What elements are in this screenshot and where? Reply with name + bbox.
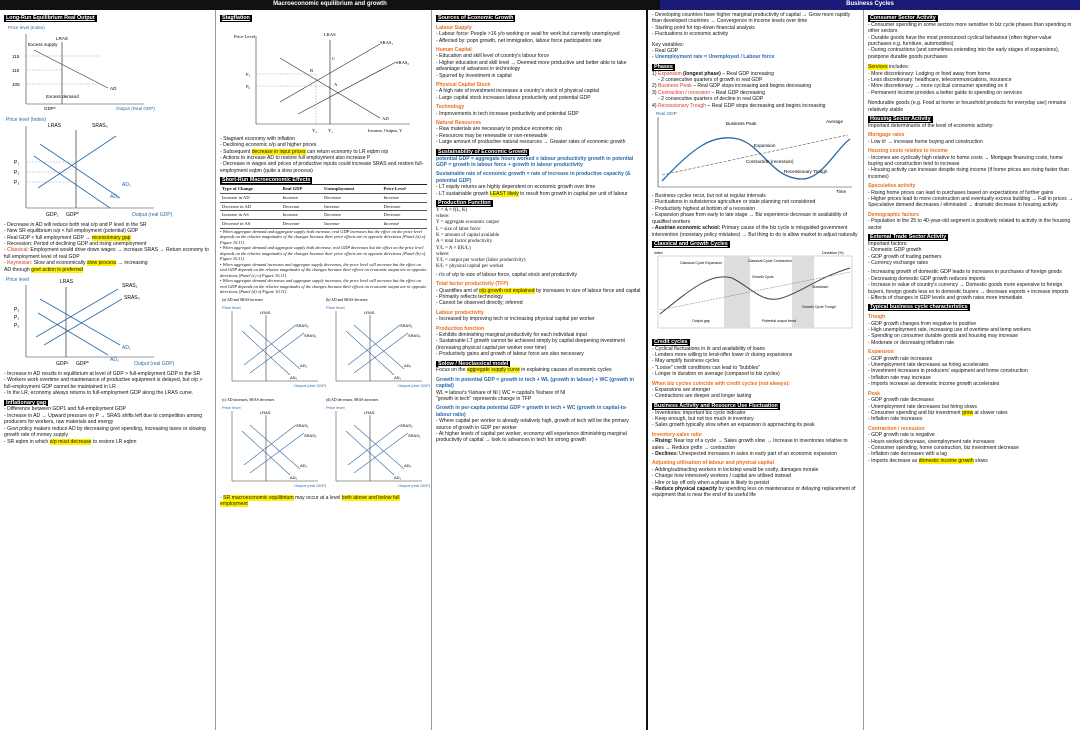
- text-line: - Incomes are cyclically high relative to home costs → Mortgage financing costs, home buying and construction tend to increase: [868, 154, 1063, 167]
- text-line: - Actions to increase AD to restore full employment also increase P: [220, 155, 371, 162]
- section-title: Business Activity and Resource Use Fluctuation: [654, 402, 778, 409]
- formula: Sustainable rate of economic growth = rate of increase in productive capacity (& potential GDP): [436, 171, 631, 184]
- section-title: Credit cycles: [654, 338, 688, 345]
- sras-label: SRAS₀: [396, 59, 410, 65]
- text-line: - Increase in value of country's currency → Domestic goods more expensive to foreign buyers, foreign goods less ex to domestic buyers → decrease exports + increase imports: [868, 282, 1069, 295]
- axis-label: Income, Output, Y: [368, 127, 403, 133]
- ad-label: AD₁: [122, 345, 131, 352]
- chart-annotation: Growth Cycle Trough: [802, 304, 836, 309]
- section-title: Housing Sector Activity: [870, 116, 931, 123]
- text-line: - GDP growth rate increases: [868, 355, 933, 362]
- sras-label: SRAS₁: [400, 322, 413, 328]
- text-line: - Sustainable LT growth cannot be achieved simply by capital deepening investment (increasing physical capital per worker over time): [436, 338, 625, 351]
- section-title: Sustainability of Economic Growth: [438, 148, 528, 155]
- phase-item: 4) Recessionary Trough – Real GDP stops decreasing and begins increasing: [652, 102, 826, 109]
- subheading: When biz cycles coincide with credit cycles (not always):: [652, 380, 790, 387]
- text-line: - r/s of o/p to size of labour force, capital stock and productivity: [436, 271, 577, 278]
- formula: potential GDP = aggregate hours worked x labour productivity growth in potential GDP = growth in labour force + growth in labour productivity: [436, 155, 634, 168]
- lras-label: LRAS: [260, 409, 271, 415]
- point-label: A: [334, 81, 338, 87]
- text-line: - Decrease in AD will reduce both real o/p and P level in the SR: [4, 221, 147, 228]
- text-line: - Real GDP: [652, 48, 679, 55]
- axis-label: Price level (Index): [8, 24, 45, 30]
- header-left: Macroeconomic equilibrium and growth: [0, 0, 660, 10]
- text-line: K = amount of capital available: [436, 232, 500, 238]
- subheading: Trough: [868, 314, 886, 321]
- section-title: Production Function: [438, 199, 491, 206]
- axis-label: Output (real GDP): [132, 211, 173, 218]
- sras-label: SRAS₀: [400, 422, 413, 428]
- text-line: Y = aggregate economic output: [436, 220, 499, 226]
- text-line: - Lenders more willing to lend-offer lower i/r during expansions: [652, 351, 793, 358]
- text-line: - Keynesian: Slow and economically slow process → increasing: [4, 260, 148, 267]
- axis-label: Price Level: [234, 33, 256, 39]
- excess-demand-label: Excess demand: [46, 93, 79, 99]
- text-line: - Decrease in wages and prices of productive inputs could increase SRAS and restore full-employment eqbm (quite a slow process): [220, 161, 424, 174]
- sras-label: SRAS₀: [92, 122, 108, 129]
- text-line: - Permanent income provides a better guide to spending on services: [868, 89, 1023, 96]
- subheading: Housing costs relative to income: [868, 148, 948, 155]
- subheading: Peak: [868, 390, 880, 397]
- text-line: Important determinants of the level of economic activity:: [868, 122, 994, 129]
- text-line: - Hire or lay off only when a phase is likely to persist: [652, 479, 770, 486]
- column-4: [648, 10, 864, 730]
- panel-caption: (a) AD and SRAS increase: [222, 297, 263, 302]
- panel-a: [222, 298, 327, 388]
- ad-label: AD₀: [290, 374, 298, 380]
- sras-label: SRAS₁: [304, 332, 317, 338]
- text-line: - Reduce physical capacity by spending less on maintenance or delaying replacement of equipment that is near the end of its useful life: [652, 486, 856, 499]
- equation: Y = A × f(L, K): [436, 207, 468, 213]
- text-line: - Unemployment rate decreases but hiring slows: [868, 403, 977, 410]
- ad0-label: AD₀: [122, 181, 132, 188]
- formula: Growth in potential GDP = growth in tech + WL (growth in labour) + WC (growth in capital): [436, 376, 635, 390]
- subheading: Technology: [436, 104, 465, 111]
- section-title: Solow / Neoclassical model: [438, 360, 509, 367]
- text-line: - Higher prices lead to more construction and eventually excess building → Fall in prices → Speculative demand decreases / eliminated → dramatic decrease in housing activity: [868, 195, 1074, 209]
- text-line: - Consumer spending, home construction, biz investment decrease: [868, 444, 1019, 451]
- p-label: P₁: [14, 159, 20, 166]
- text-line: - Consumer spending in some sectors more sensitive to biz cycle phases than spending in other sectors: [868, 21, 1072, 35]
- section-title: Typical business cycle characteristics: [870, 304, 968, 311]
- ad-label: AD₁: [300, 462, 307, 468]
- p-label: P₀: [14, 323, 20, 330]
- text-line: - Recession: Period of declining GDP and rising unemployment: [4, 241, 147, 248]
- axis-label: Price level: [326, 404, 345, 410]
- chart-annotation: Potential output trend: [762, 318, 797, 323]
- text-line: - Population in the 25 to 40-year-old segment is positively related to activity in the housing sector: [868, 218, 1071, 231]
- text-line: - Durable goods have the most pronounced cyclical behaviour (often higher-value purchases e.g. furniture, automobiles): [868, 34, 1052, 48]
- section-title: Classical and Growth Cycles: [654, 240, 728, 247]
- list-item: • When aggregate demand and aggregate supply both increase, real GDP increases but the effect on the price level depends on the relative magnitudes of the changes because their price effects are in opposite directions [Panel (a) of Figure 10.11].: [220, 228, 426, 245]
- subheading: Natural Resources: [436, 120, 482, 127]
- ad-label: AD₀: [404, 362, 412, 368]
- text-line: - Business cycles recur, but not at regular intervals: [652, 193, 766, 200]
- text-line: - Stagnant economy with inflation: [220, 135, 296, 142]
- text-line: - 2 consecutive quarters of decline in real GDP: [658, 96, 764, 103]
- text-line: - Low i/r → increase home buying and construction: [868, 138, 983, 145]
- text-line: - Developing countries have higher marginal productivity of capital → Grow more rapidly than developed countries → Convergence in income levels over time: [652, 12, 851, 25]
- production-function: [436, 208, 642, 271]
- subheading: Physical Capital Stock: [436, 82, 491, 89]
- trough-label: Recessionary Trough: [784, 169, 828, 175]
- panel-caption: (b) AD and SRAS decrease: [326, 297, 368, 302]
- text-line: - May amplify business cycles: [652, 358, 720, 365]
- chart-annotation: Output gap: [692, 318, 710, 323]
- text-line: - Less discretionary: healthcare, telecommunications, insurance: [868, 77, 1012, 84]
- text-line: - Rising: Near top of a cycle → Sales growth slow → Increase in inventories relative to sales → Reduce prdtn → contraction: [652, 438, 848, 451]
- text-line: - Raw materials are necessary to produce economic o/p: [436, 126, 562, 133]
- subheading: Contraction / recession: [868, 425, 925, 432]
- table-row: Increase in AD Increase Decrease Increase: [220, 193, 427, 202]
- equation: Y/L = A × f(K/L): [436, 245, 471, 251]
- list-item: • When aggregate demand and aggregate supply both decrease, real GDP decreases but the effect on the price level depends on the relative magnitudes of the changes because their price effects are in opposite directions [Panel (b) of Figure 10.11].: [220, 245, 426, 262]
- table-row: Increase in AS Increase Decrease Decrease: [220, 211, 427, 220]
- subheading: Demographic factors: [868, 211, 919, 218]
- text-line: - Higher education and skill level → Deemed more productive and better able to take advantage of advances in technology: [436, 59, 627, 73]
- text-line: - Improvements in tech increase productivity and potential GDP: [436, 110, 579, 117]
- y-label: Y₂: [312, 127, 317, 133]
- text-line: - Longer in duration on average (compared to biz cycles): [652, 371, 780, 378]
- text-line: - Increase in AD results in equilibrium at level of GDP > full-employment GDP in the SR: [4, 371, 201, 378]
- chart-annotation: Classical Cycle Expansion: [680, 260, 723, 265]
- text-line: Important factors:: [868, 240, 908, 247]
- text-line: - 2 consecutive quarters of growth in real GDP: [658, 77, 763, 84]
- p-label: P₁: [246, 71, 251, 77]
- lras-label: LRAS: [364, 409, 375, 415]
- expansion-label: Expansion: [754, 143, 776, 149]
- column-2: [216, 10, 432, 730]
- section-title: Sources of Economic Growth: [438, 15, 514, 21]
- text-line: - Labour force: People >16 y/o working or avail for work but currently unemployed: [436, 31, 620, 38]
- contraction-label: Contraction (recession): [746, 159, 794, 165]
- text-line: Focus on the aggregate supply curve in explaining causes of economic cycles: [436, 367, 612, 374]
- text-line: - Spurred by investment in capital: [436, 72, 512, 79]
- axis-label: Price level: [222, 404, 241, 410]
- text-line: L = size of labor force: [436, 226, 481, 232]
- text-line: - Expansions are stronger: [652, 386, 711, 393]
- text-line: - At higher levels of capital per worker, economy will experience diminishing marginal productivity of capital → look to advances in tech for strong growth: [436, 431, 627, 444]
- sras-label: SRAS₀: [408, 332, 421, 338]
- text-line: - Increase in AD → Upward pressure on P → SRAS shifts left due to competition among producers for workers, raw materials and energy: [4, 412, 203, 426]
- lras-label: LRAS: [60, 279, 74, 286]
- sras-label: SRAS₁: [380, 39, 394, 45]
- text-line: - Productivity gains and growth of labour force are also necessary: [436, 351, 584, 358]
- text-line: - Sales growth typically slow when an expansion is approaching its peak: [652, 422, 815, 429]
- panel-b: [326, 298, 431, 388]
- text-line: - GDP growth rate is negative: [868, 432, 935, 439]
- text-line: AD through govt action is preferred: [4, 266, 84, 273]
- ad-label: AD₁: [300, 362, 307, 368]
- axis-label: Output (real GDP): [134, 361, 175, 368]
- text-line: Y/L = output per worker (labor productivity): [436, 258, 526, 264]
- axis-label: Price level: [326, 304, 345, 310]
- excess-supply-label: Excess supply: [28, 41, 58, 47]
- text-line: - Decreasing domestic GDP growth reduces imports: [868, 275, 986, 282]
- text-line: - Increasing growth of domestic GDP leads to increases in purchases of foreign goods: [868, 269, 1062, 276]
- text-line: - Contractions are deeper and longer lasting: [652, 393, 752, 400]
- panel-caption: (c) AD increases, SRAS decreases: [222, 397, 275, 402]
- ad-label: AD: [110, 85, 117, 91]
- text-line: where:: [436, 251, 450, 257]
- axis-label: Real GDP: [656, 111, 677, 117]
- list-item: • When aggregate demand decreases and aggregate supply increases, the price level will increase but the effect on real GDP depends on the relative magnitudes of the changes because their effects on economic output are in opposite directions [Panel (d) of Figure 10.11].: [220, 278, 427, 295]
- sras-label: SRAS₁: [122, 283, 138, 290]
- classical-growth-cycle-graph: [652, 248, 858, 336]
- text-line: Nondurable goods (e.g. Food at home or household products for everyday use) remains relatively stable: [868, 100, 1067, 113]
- text-line: - Declines: Unexpected increases in sales in early part of an economic expansion: [652, 451, 837, 457]
- point-label: B: [310, 67, 314, 73]
- sras-label: SRAS₀: [296, 322, 309, 328]
- tick-label: 105: [12, 81, 20, 87]
- ad-decrease-graph: [4, 114, 210, 222]
- section-title: External Trade Sector Activity: [870, 233, 947, 240]
- ad-label: AD₀: [110, 357, 120, 364]
- text-line: - More discretionary → more cyclical consumer spending on it: [868, 83, 1008, 90]
- chart-annotation: Growth Cycle: [752, 274, 774, 279]
- subheading: Production function: [436, 325, 485, 332]
- lras-label: LRAS: [324, 31, 336, 37]
- peak-label: Business Peak: [726, 121, 757, 127]
- four-panel-graphs: [220, 295, 431, 495]
- text-line: - Imports decrease as domestic income growth slows: [868, 457, 988, 464]
- phase-item: 2) Business Peak – Real GDP stops increasing and begins decreasing: [652, 83, 812, 90]
- lras-label: LRAS: [364, 309, 375, 315]
- text-line: - Austrian economic school: Primary cause of the biz cycle is misguided government intervention (monetary policy mistakes) → But thing to do is allow market to adjust naturally: [652, 225, 858, 238]
- text-line: - More discretionary: Lodging or food away from home: [868, 70, 991, 77]
- sras-label: SRAS₀: [124, 295, 140, 302]
- text-line: - Exhibits diminishing marginal productivity for each individual input: [436, 331, 587, 338]
- text-line: - Consumer spending and biz investment grow at slower rates: [868, 409, 1008, 416]
- sr-effects-table: Type of Change Real GDP Unemployment Price Level Increase in AD Increase Decrease Increase Decrease in AD Decrease Increase Decrease Increase in AS Increase Decrease Decrease Decrease in AS Decrease Increase Increase: [220, 184, 427, 229]
- text-line: - In the LR, economy always returns to full-employment GDP along the LRAS curve.: [4, 390, 194, 397]
- sras-label: SRAS₀: [304, 432, 317, 438]
- text-line: - Hours worked decrease, unemployment rate increases: [868, 438, 995, 445]
- formula: Growth in per-capita potential GDP = growth in tech + WC (growth in capital-to-labour ratio): [436, 405, 628, 418]
- p-label: P₂: [14, 307, 20, 314]
- panel-d: [326, 398, 431, 488]
- text-line: - Productivity highest at bottom of a recession: [652, 205, 756, 212]
- phase-item: 1) Expansion (longest phase) – Real GDP increasing: [652, 70, 774, 77]
- text-line: - SR eqbm in which o/p must decrease to restore LR eqbm: [4, 438, 137, 445]
- text-line: - New SR equilibrium o/p < full employment (potential) GDP: [4, 228, 139, 235]
- lras-label: LRAS: [260, 309, 271, 315]
- text-line: - Govt policy makers reduce AD by decreasing govt spending, increasing taxes or slowing growth rate of money supply: [4, 425, 206, 439]
- gdp-label: GDP*: [44, 105, 56, 111]
- text-line: - Effects of changes in GDP levels and growth rates more immediate: [868, 295, 1023, 302]
- text-line: - Quantifies amt of o/p growth not explained by increases in size of labour force and capital: [436, 287, 641, 294]
- text-line: - Currency exchange rates: [868, 259, 929, 266]
- subheading: Speculative activity: [868, 183, 916, 190]
- gdp-label: GDP*: [76, 361, 89, 368]
- business-cycle-graph: [652, 109, 858, 193]
- section-title: Short-Run Macroeconomic Effects: [222, 177, 311, 184]
- formula: - Unemployment rate = Unemployed / Labour force: [652, 54, 775, 61]
- text-line: A = total factor productivity: [436, 239, 493, 245]
- ad-label: AD₀: [290, 474, 298, 480]
- lras-label: LRAS: [48, 122, 62, 129]
- text-line: - Housing activity can increase despite rising income (if home prices are rising faster than incomes): [868, 167, 1070, 180]
- text-line: - Cyclical fluctuations in i/r and availability of loans: [652, 345, 765, 352]
- sras-label: SRAS₁: [296, 422, 309, 428]
- subheading: Human Capital: [436, 47, 472, 54]
- text-line: Key variables:: [652, 41, 684, 48]
- text-line: Services includes:: [868, 64, 910, 71]
- text-line: - A high rate of investment increases a country's stock of physical capital: [436, 88, 599, 95]
- text-line: - Difference between GDP1 and full-employment GDP: [4, 406, 126, 413]
- text-line: - Cannot be observed directly; inferred: [436, 300, 523, 307]
- lras-label: LRAS: [56, 35, 69, 41]
- ad-label: AD₀: [404, 462, 412, 468]
- text-line: - Inflation rate increases: [868, 416, 923, 423]
- text-line: - High unemployment rate, increasing use of overtime and temp workers: [868, 327, 1031, 334]
- text-line: - "Loose" credit conditions can lead to "bubbles": [652, 364, 761, 371]
- text-line: - Primarily reflects technology: [436, 293, 503, 300]
- gdp-label: GDP*: [66, 211, 79, 218]
- axis-label: Output (real GDP): [294, 382, 327, 388]
- panel-c: [222, 398, 327, 488]
- text-line: - Inflation rate decreases with a lag: [868, 451, 947, 458]
- gdp-label: GDP₁: [46, 211, 59, 218]
- text-line: - Unemployment rate decreases as hiring accelerates: [868, 362, 989, 369]
- panel-caption: (d) AD decreases, SRAS increases: [326, 397, 379, 402]
- axis-label: Price level: [222, 304, 241, 310]
- text-line: - LT equity returns are highly dependent on economic growth over time: [436, 184, 596, 191]
- chart-annotation: Slowdown: [812, 284, 829, 289]
- text-line: - Resources may be renewable or non-renewable: [436, 132, 548, 139]
- text-line: - Moderate or decreasing inflation rate: [868, 339, 955, 346]
- subheading: Labour productivity: [436, 309, 484, 316]
- axis-label: Price level: [6, 277, 30, 284]
- header-bar: [0, 0, 1080, 10]
- tick-label: 110: [12, 67, 20, 73]
- p-label: P₃: [14, 179, 20, 186]
- section-title: Consumer Sector Activity: [870, 15, 936, 21]
- tick-label: 115: [12, 53, 20, 59]
- text-line: - Expansion phase from early to late stage → Biz experience decrease in availability of qualified workers: [652, 212, 848, 225]
- axis-label: Price level (Index): [6, 116, 47, 123]
- axis-label: Deviation (%): [822, 250, 844, 255]
- text-line: - Workers work overtime and maintenance of productive equipment is delayed, but o/p > full-employment GDP cannot be maintained in LR: [4, 377, 203, 390]
- highlight: recessionary gap: [91, 234, 131, 241]
- ad-label: AD₁: [394, 374, 401, 380]
- axis-label: Index: [654, 250, 663, 255]
- phase-item: 3) Contraction / recession – Real GDP decreasing: [652, 89, 765, 96]
- text-line: - Where capital per worker is already relatively high, growth of tech will be the primary source of growth in GDP per worker: [436, 418, 629, 431]
- subheading: Inventory-sales ratio: [652, 431, 702, 438]
- bullet-list: [220, 229, 427, 295]
- ad-label: AD₁: [394, 474, 401, 480]
- text-line: - Subsequent decrease in input prices can return economy to LR eqbm o/p: [220, 148, 389, 155]
- text-line: - Education and skill level of country's labour force: [436, 53, 550, 60]
- text-line: - Inventories: important biz cycle indicator: [652, 409, 746, 416]
- text-line: - Adding/subtracting workers in lockstep would be costly, damages morale: [652, 466, 819, 473]
- text-line: - Rising home prices can lead to purchases based on expectations of further gains: [868, 189, 1054, 196]
- ad-label: AD: [382, 115, 389, 121]
- text-line: - Large amount of productive natural resources → Greater rates of economic growth: [436, 139, 626, 146]
- y-label: Y₁: [328, 127, 333, 133]
- p-label: P₁: [14, 315, 20, 322]
- text-line: - Spending on consumer durable goods and housing may increase: [868, 333, 1019, 340]
- text-line: - Affected by: popn growth, net immigration, labour force participation rate: [436, 37, 602, 44]
- axis-label: Output (real GDP): [398, 482, 431, 488]
- sras-label: SRAS₁: [408, 432, 421, 438]
- text-line: "growth in tech" represents change in TFP: [436, 396, 532, 402]
- text-line: K/L = physical capital per worker: [436, 264, 504, 270]
- text-line: - Real GDP < full employment GDP → recessionary gap: [4, 234, 131, 241]
- text-line: - Change how intensively workers / capital are utilised instead: [652, 473, 792, 480]
- section-title: Inflationary gap: [6, 399, 47, 406]
- subheading: Labour Supply: [436, 24, 472, 31]
- text-line: - Starting point for top-down financial analysis: [652, 24, 755, 31]
- p-label: P₂: [14, 169, 20, 176]
- column-3: [432, 10, 648, 730]
- axis-label: Output (real GDP): [294, 482, 327, 488]
- text-line: - SR macroeconomic equilibrium may occur at a level both above and below full employment: [220, 494, 400, 508]
- average-label: Average: [826, 119, 844, 125]
- text-line: - LT sustainable growth LEAST likely to result from growth in capital per unit of labour: [436, 190, 628, 197]
- text-line: - Inflation rate may increase: [868, 374, 931, 381]
- ad1-label: AD₁: [110, 193, 119, 200]
- text-line: WL = labour's %share of NI | WC = capital's %share of NI: [436, 389, 566, 396]
- gdp-label: GDP¹: [56, 361, 69, 368]
- header-right: Business Cycles: [660, 0, 1080, 10]
- text-line: - Classical: Employment would drive down wages → increase SRAS → Return economy to full employment level of real GDP: [4, 247, 209, 260]
- text-line: - Large capital stock increases labour productivity and potential GDP: [436, 94, 591, 101]
- text-line: - Domestic GDP growth: [868, 247, 922, 254]
- stagflation-graph: [220, 22, 426, 136]
- subheading: Expansion: [868, 349, 894, 356]
- list-item: • When aggregate demand increases and aggregate supply decreases, the price level will increase but the effect on real GDP depends on the relative magnitudes of the changes because their effects on economic output are in opposite directions [Panel (c) of Figure 10.11].: [220, 261, 427, 278]
- p-label: P₀: [246, 83, 251, 89]
- text-line: - Keep enough, but not too much in inventory: [652, 415, 754, 422]
- text-line: - Imports increase as domestic income growth accelerates: [868, 381, 1000, 388]
- section-title: Long-Run Equilibrium Real Output: [6, 15, 95, 21]
- text-line: - Investment increases in producers' equipment and home construction: [868, 368, 1028, 375]
- subheading: Total factor productivity (TFP): [436, 281, 509, 288]
- subheading: Mortgage rates: [868, 132, 905, 139]
- axis-label: Output (real GDP): [398, 382, 431, 388]
- table-row: Decrease in AD Decrease Increase Decrease: [220, 202, 427, 211]
- subheading: Adjusting utilisation of labour and physical capital: [652, 460, 774, 467]
- text-line: - GDP growth rate decreases: [868, 397, 934, 404]
- text-line: where:: [436, 214, 450, 220]
- column-1: [0, 10, 216, 730]
- text-line: - Declining economic o/p and higher prices: [220, 142, 317, 149]
- axis-label: Time: [836, 189, 847, 195]
- section-title: Stagflation: [222, 15, 250, 21]
- text-line: - Increased by improving tech or increasing physical capital per worker: [436, 316, 595, 323]
- column-5: [864, 10, 1080, 730]
- text-line: - GDP growth of trading partners: [868, 253, 942, 260]
- section-title: Phases: [654, 63, 673, 70]
- text-line: - Fluctuations in economic activity: [652, 31, 729, 38]
- text-line: - Fluctuations in subsistence agriculture or state planning not considered: [652, 199, 816, 206]
- lras-excess-graph: [4, 22, 210, 114]
- table-row: Decrease in AS Decrease Increase Increase: [220, 220, 427, 229]
- chart-annotation: Classical Cycle Contraction: [748, 258, 792, 263]
- ad-increase-graph: [4, 273, 210, 371]
- axis-label: Output (Real GDP): [116, 105, 155, 111]
- text-line: - During contractions (and sometimes extending into the early stages of expansions), postpone durable goods purchases: [868, 47, 1060, 60]
- point-label: C: [332, 55, 336, 61]
- text-line: - GDP growth changes from negative to positive: [868, 320, 977, 327]
